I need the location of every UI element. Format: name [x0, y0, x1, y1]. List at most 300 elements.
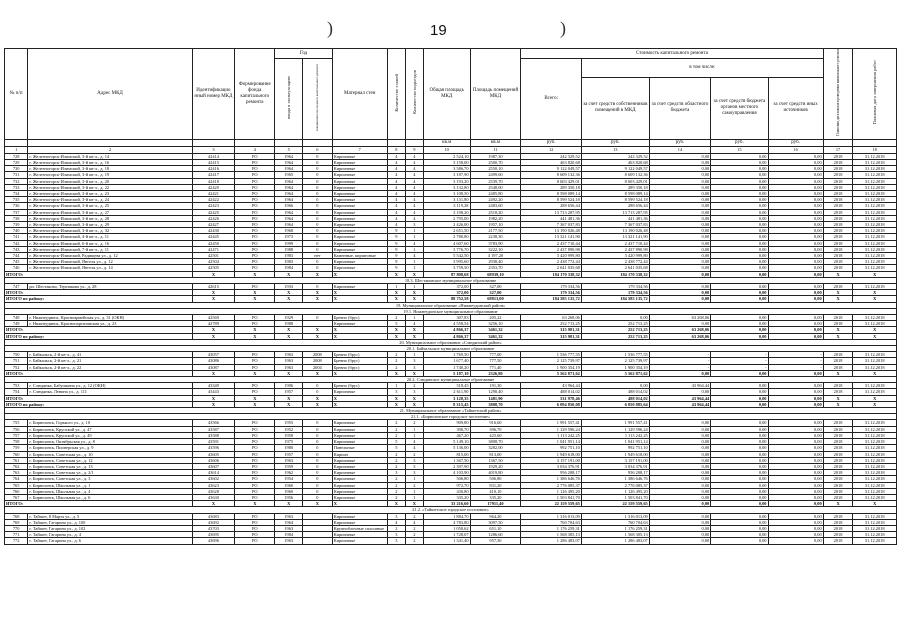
table-cell: 767 — [5, 494, 28, 500]
table-cell: X — [192, 327, 234, 333]
table-cell: 2938,40 — [470, 259, 521, 265]
table-cell: г. Железногорск-Илимский, 3-й кв-л., д. 18 — [28, 166, 192, 172]
table-cell: 2 — [405, 513, 423, 519]
table-cell: 1958 — [275, 432, 303, 438]
table-cell: Кирпичные — [332, 488, 387, 494]
column-number: 1 — [5, 146, 28, 153]
table-cell: 1 — [387, 383, 405, 389]
table-cell: 0,00 — [768, 203, 823, 209]
table-cell: 69813,00 — [470, 296, 521, 302]
table-cell: 5 136,00 — [423, 445, 470, 451]
table-cell: 0,00 — [711, 532, 768, 538]
table-cell: 335,20 — [470, 494, 521, 500]
table-cell: 463 820,68 — [521, 159, 581, 165]
table-cell: Кирпичные — [332, 463, 387, 469]
table-cell: 763 — [5, 470, 28, 476]
table-cell: 0,00 — [768, 296, 823, 302]
table-cell: 1 126 495,20 — [581, 488, 649, 494]
table-cell: Кирпичные — [332, 209, 387, 215]
table-cell: X — [332, 401, 387, 407]
table-cell: Бревно (брус) — [332, 383, 387, 389]
table-cell: 3 776,70 — [423, 246, 470, 252]
table-cell: 0,00 — [711, 197, 768, 203]
table-cell: 2018 — [823, 513, 853, 519]
table-cell: 0 — [302, 172, 332, 178]
table-cell: 31.12.2018 — [853, 153, 897, 159]
table-cell: 2018 — [823, 228, 853, 234]
table-cell: 31.12.2018 — [853, 234, 897, 240]
column-number: 17 — [823, 146, 853, 153]
table-cell: 4 783,80 — [423, 519, 470, 525]
table-cell: 9 — [387, 234, 405, 240]
table-cell: 8 609 132,36 — [521, 172, 581, 178]
table-cell: РО — [235, 432, 275, 438]
table-cell: 1906 — [275, 383, 303, 389]
table-cell: 2018 — [823, 166, 853, 172]
table-cell: X — [853, 271, 897, 277]
table-cell: Кирпичные — [332, 538, 387, 544]
table-cell: 2018 — [823, 476, 853, 482]
table-cell: 372,00 — [423, 284, 470, 290]
table-cell: 734 — [5, 190, 28, 196]
table-cell: X — [823, 333, 853, 339]
table-cell: РО — [235, 321, 275, 327]
table-cell: 0,00 — [649, 246, 711, 252]
table-cell: 3 198,20 — [423, 209, 470, 215]
table-cell: 1957 — [275, 451, 303, 457]
table-cell: 31.12.2018 — [853, 209, 897, 215]
table-cell: 1964 — [275, 178, 303, 184]
table-cell: X — [387, 296, 405, 302]
table-cell: 2018 — [823, 153, 853, 159]
table-cell: РО — [235, 178, 275, 184]
table-cell: 747 — [5, 284, 28, 290]
table-cell: 651,10 — [470, 525, 521, 531]
table-cell: 1 113 242,25 — [581, 432, 649, 438]
table-cell: 4 — [387, 184, 405, 190]
table-cell: Кирпичные — [332, 197, 387, 203]
table-cell: X — [192, 401, 234, 407]
column-number: 3 — [192, 146, 234, 153]
table-cell: 2177,50 — [470, 228, 521, 234]
table-cell: 31.12.2018 — [853, 389, 897, 395]
table-cell: 758 — [5, 439, 28, 445]
header-ident: Идентификацио нный номер МКД — [192, 49, 234, 140]
table-cell: 2 — [387, 482, 405, 488]
table-cell: X — [387, 333, 405, 339]
table-cell: 815,00 — [423, 451, 470, 457]
table-cell: 1 — [405, 315, 423, 321]
table-cell: 1 286 483,07 — [581, 538, 649, 544]
table-cell: X — [823, 395, 853, 401]
header-address: Адрес МКД — [28, 49, 192, 140]
table-cell: 0,00 — [711, 457, 768, 463]
table-cell: Бревно (брус) — [332, 364, 387, 370]
table-cell: 0,00 — [649, 513, 711, 519]
table-cell: 0 — [302, 476, 332, 482]
table-cell: 43057 — [192, 352, 234, 358]
table-cell: 0,00 — [768, 445, 823, 451]
table-cell: 31.12.2018 — [853, 470, 897, 476]
table-cell: 0,00 — [649, 321, 711, 327]
section-title: 21.2. «Тайшетское городское поселение» — [5, 507, 897, 513]
table-cell: Кирпичные — [332, 476, 387, 482]
table-cell: 3808,70 — [470, 439, 521, 445]
table-cell: 0,00 — [649, 172, 711, 178]
table-cell: РО — [235, 221, 275, 227]
table-cell: 9 — [387, 228, 405, 234]
table-cell: 0,00 — [768, 401, 823, 407]
table-cell: 0 — [302, 426, 332, 432]
table-cell: 0,00 — [711, 327, 768, 333]
table-cell: 43349 — [192, 383, 234, 389]
table-cell: 1 900 354,19 — [581, 364, 649, 370]
table-cell: 1 — [405, 265, 423, 271]
table-cell: 0,00 — [768, 476, 823, 482]
table-cell: 3 034 376,91 — [521, 463, 581, 469]
table-cell: X — [405, 333, 423, 339]
section-title: 18.3. Шестаковское муниципальное образование — [5, 277, 897, 283]
table-cell: РО — [235, 463, 275, 469]
table-cell: 4 — [405, 439, 423, 445]
table-cell: 2539,70 — [470, 178, 521, 184]
table-cell: 9 — [387, 259, 405, 265]
table-cell: X — [387, 401, 405, 407]
table-cell: X — [853, 327, 897, 333]
unit-regional: руб. — [649, 139, 711, 146]
table-cell: нет — [302, 253, 332, 259]
table-cell: 42615 — [192, 284, 234, 290]
table-cell: 0,00 — [711, 221, 768, 227]
table-cell: 518,45 — [423, 383, 470, 389]
table-cell: 0,00 — [768, 172, 823, 178]
table-cell: 33 216,60 — [423, 501, 470, 507]
column-number: 14 — [649, 146, 711, 153]
table-cell: 42426 — [192, 215, 234, 221]
table-cell: РО — [235, 284, 275, 290]
bracket-mark-left: ) — [327, 18, 333, 38]
table-cell: 742 — [5, 240, 28, 246]
table-cell: 1 — [405, 234, 423, 240]
table-cell: 1481,90 — [470, 395, 521, 401]
table-cell: 0,00 — [768, 420, 823, 426]
table-cell: 0,00 — [649, 166, 711, 172]
table-cell: 2018 — [823, 426, 853, 432]
table-cell: 3222,10 — [470, 246, 521, 252]
table-cell: г. Бирюсинск, Советская ул., д. 12 — [28, 457, 192, 463]
table-cell: 5 — [387, 445, 405, 451]
table-cell: РО — [235, 203, 275, 209]
table-cell: 43683 — [192, 513, 234, 519]
table-cell: 43443 — [192, 389, 234, 395]
table-cell: Кирпичные — [332, 513, 387, 519]
table-cell: 31.12.2018 — [853, 420, 897, 426]
table-cell: 179 334,56 — [581, 290, 649, 296]
table-cell: 488 014,02 — [581, 389, 649, 395]
table-cell: 0,00 — [768, 451, 823, 457]
table-cell: 31.12.2018 — [853, 476, 897, 482]
table-cell: 42445 — [192, 234, 234, 240]
table-cell: 4 — [387, 172, 405, 178]
table-cell: 768 — [5, 513, 28, 519]
table-cell: 0,00 — [768, 488, 823, 494]
table-cell: 8 603 429,01 — [521, 178, 581, 184]
table-cell: 63 268,06 — [521, 315, 581, 321]
table-cell: 289 350,18 — [581, 184, 649, 190]
table-cell: 2018 — [823, 178, 853, 184]
table-cell: 0,00 — [711, 184, 768, 190]
table-cell: РО — [235, 352, 275, 358]
table-cell: 2 — [387, 364, 405, 370]
table-cell: 31.12.2018 — [853, 259, 897, 265]
table-cell: 0 — [302, 457, 332, 463]
table-cell: 0,00 — [711, 172, 768, 178]
table-cell: 2018 — [823, 470, 853, 476]
column-number: 2 — [28, 146, 192, 153]
table-cell: X — [853, 296, 897, 302]
table-cell: 4 — [387, 190, 405, 196]
table-cell: 0 — [302, 246, 332, 252]
column-number: 6 — [302, 146, 332, 153]
table-cell: 0,00 — [649, 519, 711, 525]
table-cell: 0 — [302, 383, 332, 389]
table-cell: 2483,60 — [470, 203, 521, 209]
table-cell: 2018 — [823, 209, 853, 215]
table-cell: 0 — [302, 259, 332, 265]
table-cell: 3 — [405, 389, 423, 395]
table-cell: 289 350,18 — [521, 184, 581, 190]
table-cell: 1964 — [275, 159, 303, 165]
table-cell: 0,00 — [711, 445, 768, 451]
table-cell: 1 949 618,00 — [581, 451, 649, 457]
table-cell: 43 964,44 — [649, 395, 711, 401]
table-cell: 760 704,63 — [581, 519, 649, 525]
table-cell: 2018 — [823, 532, 853, 538]
table-cell: 22 159 559,65 — [581, 501, 649, 507]
table-cell: Кирпичные — [332, 190, 387, 196]
table-cell: 3 420 999,80 — [581, 253, 649, 259]
table-cell: 13 190 026,48 — [581, 228, 649, 234]
table-cell: 1987,30 — [470, 153, 521, 159]
table-cell: РО — [235, 166, 275, 172]
table-cell: 1 113 242,25 — [521, 432, 581, 438]
table-cell: 1 503 841,70 — [581, 494, 649, 500]
table-cell: 0,00 — [649, 451, 711, 457]
table-cell: 3 187,90 — [423, 172, 470, 178]
table-cell: РО — [235, 209, 275, 215]
table-cell: X — [387, 290, 405, 296]
table-cell: 0 — [302, 463, 332, 469]
table-cell: 2 — [405, 451, 423, 457]
header-year-group: Год — [275, 49, 332, 59]
table-cell: 0,00 — [711, 501, 768, 507]
table-cell: 0,00 — [768, 315, 823, 321]
table-cell: 31.12.2018 — [853, 166, 897, 172]
table-cell: 2018 — [823, 215, 853, 221]
table-cell: РО — [235, 240, 275, 246]
table-cell: 463 820,68 — [581, 159, 649, 165]
table-cell: 31.12.2018 — [853, 284, 897, 290]
header-entrances: Количество подъездов — [405, 49, 423, 140]
table-cell: 2018 — [823, 234, 853, 240]
table-cell: 2018 — [823, 451, 853, 457]
table-cell: ИТОГО по району: — [5, 333, 193, 339]
table-cell: X — [235, 290, 275, 296]
table-cell: РО — [235, 457, 275, 463]
table-cell: 327,00 — [470, 284, 521, 290]
table-cell: г. Железногорск-Илимский, 3-й кв-л., д. 23 — [28, 190, 192, 196]
table-cell: 4 197,20 — [470, 253, 521, 259]
table-cell: 1 041 951,14 — [581, 439, 649, 445]
table-cell: 735 — [5, 197, 28, 203]
table-cell: Кирпичные — [332, 153, 387, 159]
table-cell: X — [853, 333, 897, 339]
table-cell: 0,00 — [768, 259, 823, 265]
table-cell: 2 125 739,97 — [581, 358, 649, 364]
table-cell: г. Нижнеудинск, Краснопартизанская ул., д. 23 — [28, 321, 192, 327]
header-regional: за счет средств областного бюджета — [649, 78, 711, 140]
table-cell: 0,00 — [649, 197, 711, 203]
table-cell: 2 437 890,98 — [581, 246, 649, 252]
table-cell: 31.12.2018 — [853, 383, 897, 389]
table-cell: РО — [235, 172, 275, 178]
table-cell: 992 751,10 — [581, 445, 649, 451]
table-cell: 2 438 772,44 — [581, 259, 649, 265]
table-cell: 184 170 338,32 — [521, 271, 581, 277]
table-cell: 1973 — [275, 234, 303, 240]
table-cell: 0,00 — [649, 184, 711, 190]
table-cell: 0,00 — [711, 432, 768, 438]
table-cell: 42418 — [192, 178, 234, 184]
table-cell: 31.12.2018 — [853, 197, 897, 203]
table-cell: ИТОГО: — [5, 271, 193, 277]
table-cell: 17911,40 — [470, 501, 521, 507]
table-cell: 42450 — [192, 240, 234, 246]
table-cell: X — [302, 395, 332, 401]
table-cell: 1290,40 — [470, 389, 521, 395]
table-cell: РО — [235, 426, 275, 432]
table-cell: X — [823, 370, 853, 376]
table-cell: РО — [235, 234, 275, 240]
table-cell: 31.12.2018 — [853, 538, 897, 544]
table-cell: 0,00 — [649, 159, 711, 165]
table-cell: 8 598 089,14 — [581, 190, 649, 196]
table-cell: 761 — [5, 457, 28, 463]
table-cell: 31.12.2018 — [853, 221, 897, 227]
table-cell: 0,00 — [649, 209, 711, 215]
table-cell: X — [405, 296, 423, 302]
table-cell: 6 050 885,64 — [581, 401, 649, 407]
table-cell: 4 — [387, 221, 405, 227]
table-cell: X — [235, 401, 275, 407]
table-cell: X — [275, 290, 303, 296]
table-cell: 3 — [387, 470, 405, 476]
table-cell: 0,00 — [711, 253, 768, 259]
table-cell: 288 656,44 — [581, 203, 649, 209]
table-cell: 740 — [5, 228, 28, 234]
table-cell: 2018 — [823, 259, 853, 265]
table-cell: 1957 — [275, 389, 303, 395]
table-cell: X — [853, 290, 897, 296]
table-cell: 733 — [5, 184, 28, 190]
table-cell: - — [711, 364, 768, 370]
section-title: 20. Муниципальное образование «Слюдянский район» — [5, 339, 897, 345]
table-cell: 0,00 — [711, 215, 768, 221]
table-cell: 5 562 871,62 — [521, 370, 581, 376]
table-cell: 4 — [405, 519, 423, 525]
table-cell: X — [302, 296, 332, 302]
table-cell: 2 — [387, 451, 405, 457]
table-cell: 4 — [405, 253, 423, 259]
table-cell: ИТОГО: — [5, 327, 193, 333]
table-cell: РО — [235, 494, 275, 500]
table-cell: 0,00 — [649, 296, 711, 302]
table-cell: РО — [235, 197, 275, 203]
table-cell: 1963 — [275, 352, 303, 358]
table-cell: 972,70 — [423, 482, 470, 488]
table-cell: 0,00 — [768, 190, 823, 196]
table-cell: 3 — [387, 538, 405, 544]
table-cell: 0,00 — [768, 426, 823, 432]
table-cell: г. Железногорск-Илимский, 3-й кв-л., д. 29 — [28, 221, 192, 227]
table-cell: 0 — [302, 240, 332, 246]
table-cell: 2 — [405, 482, 423, 488]
table-cell: 0,00 — [649, 426, 711, 432]
table-cell: - — [711, 352, 768, 358]
column-number: 15 — [711, 146, 768, 153]
table-cell: 771 — [5, 532, 28, 538]
table-cell: 2238,30 — [470, 234, 521, 240]
table-cell: 777,50 — [470, 358, 521, 364]
table-cell: 755 — [5, 420, 28, 426]
table-cell: 1 126 495,20 — [521, 488, 581, 494]
table-cell: 43703 — [192, 525, 234, 531]
table-cell: 2018 — [823, 538, 853, 544]
table-cell: г. Слюдянка, Ленина ул., д. 111 — [28, 389, 192, 395]
table-cell: 3 108,50 — [423, 190, 470, 196]
table-cell: 1 740,20 — [423, 364, 470, 370]
table-cell: г. Железногорск-Илимский, 3-й кв-л., д. 27 — [28, 209, 192, 215]
table-cell: 205,22 — [470, 315, 521, 321]
table-cell: X — [823, 501, 853, 507]
table-cell: 1964 — [275, 184, 303, 190]
table-cell: 3 157 191,00 — [521, 457, 581, 463]
table-cell: 4019,80 — [470, 470, 521, 476]
table-cell: 1966 — [275, 203, 303, 209]
table-cell: 0,00 — [711, 401, 768, 407]
column-number: 5 — [275, 146, 303, 153]
table-cell: 87 808,68 — [423, 271, 470, 277]
table-cell: 1 — [387, 284, 405, 290]
table-cell: 4 — [405, 159, 423, 165]
section-title: 20.2. Слюдянское муниципальное образование — [5, 377, 897, 383]
table-cell: 752 — [5, 364, 28, 370]
table-cell: ИТОГО: — [5, 290, 193, 296]
table-cell: 766 — [5, 488, 28, 494]
column-number: 8 — [387, 146, 405, 153]
table-cell: 1984 — [275, 532, 303, 538]
header-cost-group: Стоимость капитального ремонта — [521, 49, 823, 59]
table-cell: 3 — [405, 463, 423, 469]
table-cell: 956 208,17 — [521, 470, 581, 476]
table-cell: г. Бирюсинск, Советская ул., д. 2/1 — [28, 470, 192, 476]
table-cell: Кирпичные — [332, 426, 387, 432]
table-cell: 31.12.2018 — [853, 240, 897, 246]
table-cell: X — [192, 333, 234, 339]
table-cell: X — [332, 327, 387, 333]
table-cell: 42504 — [192, 259, 234, 265]
table-cell: 0 — [302, 234, 332, 240]
